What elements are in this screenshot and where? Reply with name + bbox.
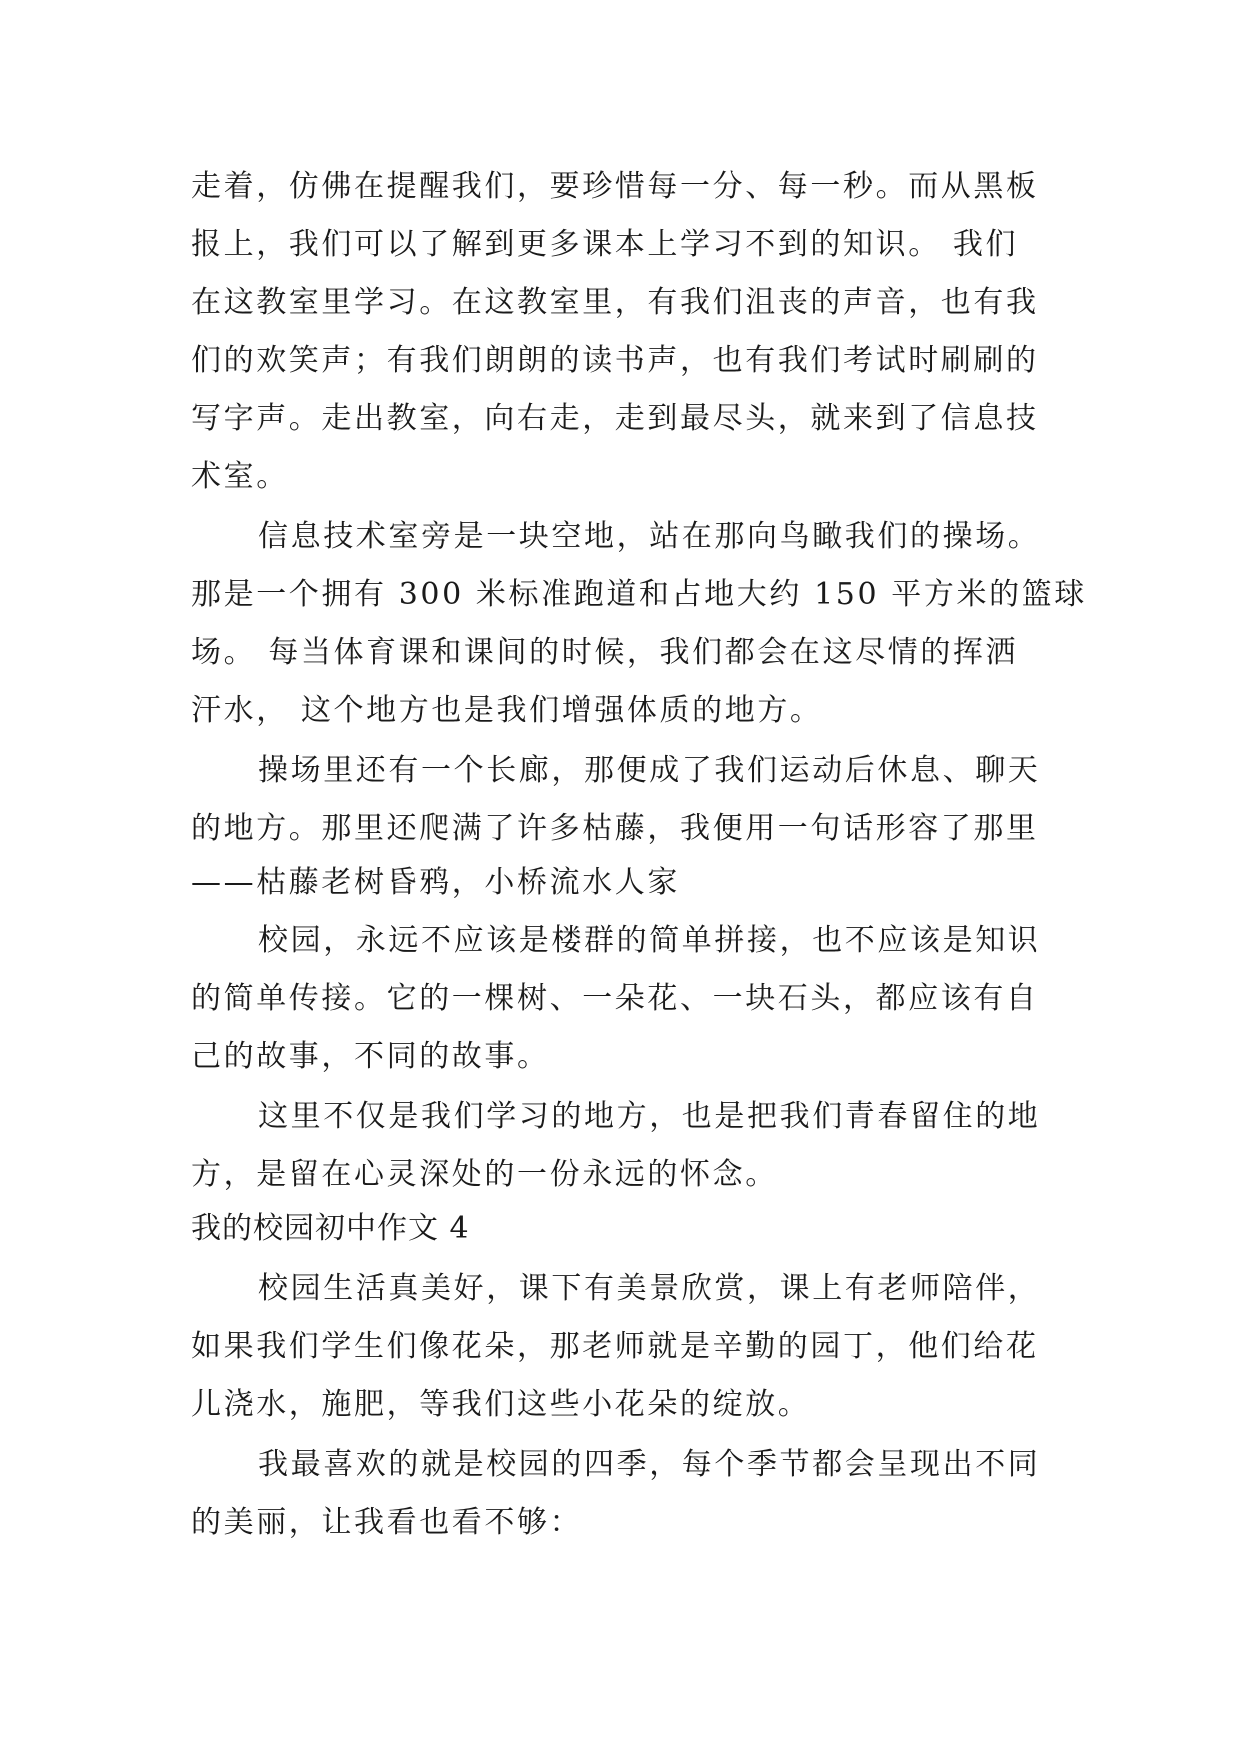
paragraph-first-line: 操场里还有一个长廊，那便成了我们运动后休息、聊天 — [258, 753, 1041, 788]
paragraph-first-line: 校园生活真美好，课下有美景欣赏，课上有老师陪伴， — [258, 1271, 1041, 1306]
paragraph-first-line: 校园，永远不应该是楼群的简单拼接，也不应该是知识 — [258, 923, 1041, 958]
text-line: ——枯藤老树昏鸦，小桥流水人家 — [191, 865, 680, 900]
paragraph-first-line: 这里不仅是我们学习的地方，也是把我们青春留住的地 — [258, 1099, 1041, 1134]
text-line: 场。 每当体育课和课间的时候，我们都会在这尽情的挥洒 — [191, 635, 1019, 670]
text-line: 儿浇水，施肥，等我们这些小花朵的绽放。 — [191, 1387, 811, 1422]
text-line: 己的故事，不同的故事。 — [191, 1039, 550, 1074]
text-line: 的地方。那里还爬满了许多枯藤，我便用一句话形容了那里 — [191, 811, 1039, 846]
text-line: 汗水， 这个地方也是我们增强体质的地方。 — [191, 693, 823, 728]
paragraph-first-line: 我最喜欢的就是校园的四季，每个季节都会呈现出不同 — [258, 1447, 1041, 1482]
text-line: 走着，仿佛在提醒我们，要珍惜每一分、每一秒。而从黑板 — [191, 169, 1039, 204]
text-line: 的简单传接。它的一棵树、一朵花、一块石头，都应该有自 — [191, 981, 1039, 1016]
text-line: 写字声。走出教室，向右走，走到最尽头，就来到了信息技 — [191, 401, 1039, 436]
text-line: 在这教室里学习。在这教室里，有我们沮丧的声音，也有我 — [191, 285, 1039, 320]
paragraph-first-line: 信息技术室旁是一块空地，站在那向鸟瞰我们的操场。 — [258, 519, 1041, 554]
text-line: 的美丽，让我看也看不够： — [191, 1505, 583, 1540]
text-line: 报上，我们可以了解到更多课本上学习不到的知识。 我们 — [191, 227, 1019, 262]
text-line: 那是一个拥有 300 米标准跑道和占地大约 150 平方米的篮球 — [191, 577, 1087, 612]
text-line: 如果我们学生们像花朵，那老师就是辛勤的园丁，他们给花 — [191, 1329, 1039, 1364]
section-heading: 我的校园初中作文 4 — [191, 1211, 470, 1246]
text-line: 方，是留在心灵深处的一份永远的怀念。 — [191, 1157, 778, 1192]
text-line: 们的欢笑声；有我们朗朗的读书声，也有我们考试时刷刷的 — [191, 343, 1039, 378]
text-line: 术室。 — [191, 459, 289, 494]
